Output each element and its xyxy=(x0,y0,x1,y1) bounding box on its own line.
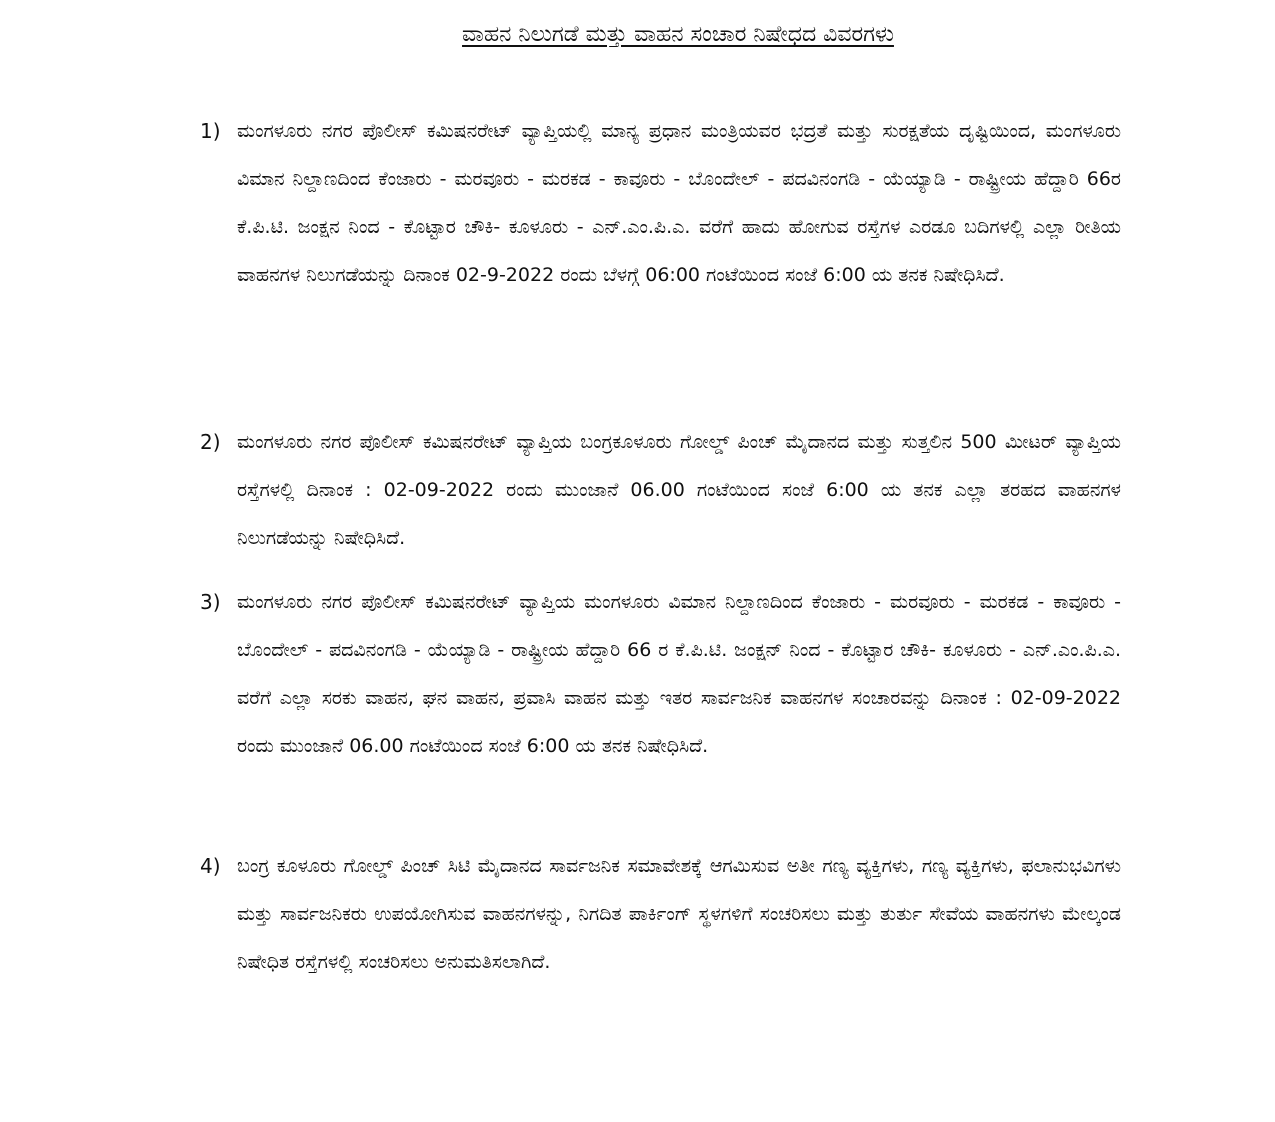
list-item-text: ಬಂಗ್ರ ಕೂಳೂರು ಗೋಲ್ಡ್ ಪಿಂಚ್ ಸಿಟಿ ಮೈದಾನದ ಸಾರ್ವಜನಿಕ ಸಮಾವೇಶಕ್ಕೆ ಆಗಮಿಸುವ ಅತೀ ಗಣ್ಯ ವ್ಯಕ್ತಿಗಳು, ಗಣ್ಯ ವ್ಯಕ್ತಿಗಳು, ಫಲಾನುಭವಿಗಳು ಮತ್ತು ಸಾರ್ವಜನಿಕರು ಉಪಯೋಗಿಸುವ ವಾಹನಗಳನ್ನು, ನಿಗದಿತ ಪಾರ್ಕಿಂಗ್ ಸ್ಥಳಗಳಿಗೆ ಸಂಚರಿಸಲು ಮತ್ತು ತುರ್ತು ಸೇವೆಯ ವಾಹನಗಳು ಮೇಲ್ಕಂಡ ನಿಷೇಧಿತ ರಸ್ತೆಗಳಲ್ಲಿ ಸಂಚರಿಸಲು ಅನುಮತಿಸಲಾಗಿದೆ. xyxy=(237,855,1121,973)
list-item-number: 4) xyxy=(200,854,221,878)
list-item-text: ಮಂಗಳೂರು ನಗರ ಪೊಲೀಸ್ ಕಮಿಷನರೇಟ್ ವ್ಯಾಪ್ತಿಯ ಮಂಗಳೂರು ವಿಮಾನ ನಿಲ್ದಾಣದಿಂದ ಕೆಂಜಾರು - ಮರವೂರು - ಮರಕಡ - ಕಾವೂರು - ಬೊಂದೇಲ್ - ಪದವಿನಂಗಡಿ - ಯೆಯ್ಯಾಡಿ - ರಾಷ್ಟ್ರೀಯ ಹೆದ್ದಾರಿ 66 ರ ಕೆ.ಪಿ.ಟಿ. ಜಂಕ್ಷನ್ ನಿಂದ - ಕೊಟ್ಟಾರ ಚೌಕಿ- ಕೂಳೂರು - ಎನ್.ಎಂ.ಪಿ.ಎ. ವರೆಗೆ ಎಲ್ಲಾ ಸರಕು ವಾಹನ, ಘನ ವಾಹನ, ಪ್ರವಾಸಿ ವಾಹನ ಮತ್ತು ಇತರ ಸಾರ್ವಜನಿಕ ವಾಹನಗಳ ಸಂಚಾರವನ್ನು ದಿನಾಂಕ : 02-09-2022 ರಂದು ಮುಂಜಾನೆ 06.00 ಗಂಟೆಯಿಂದ ಸಂಜೆ 6:00 ಯ ತನಕ ನಿಷೇಧಿಸಿದೆ. xyxy=(237,591,1121,757)
document-title: ವಾಹನ ನಿಲುಗಡೆ ಮತ್ತು ವಾಹನ ಸಂಚಾರ ನಿಷೇಧದ ವಿವರಗಳು xyxy=(462,22,894,47)
list-item xyxy=(200,578,1121,770)
list-item-number: 2) xyxy=(200,430,221,454)
list-item-text: ಮಂಗಳೂರು ನಗರ ಪೊಲೀಸ್ ಕಮಿಷನರೇಟ್ ವ್ಯಾಪ್ತಿಯಲ್ಲಿ ಮಾನ್ಯ ಪ್ರಧಾನ ಮಂತ್ರಿಯವರ ಭದ್ರತೆ ಮತ್ತು ಸುರಕ್ಷತೆಯ ದೃಷ್ಟಿಯಿಂದ, ಮಂಗಳೂರು ವಿಮಾನ ನಿಲ್ದಾಣದಿಂದ ಕೆಂಜಾರು - ಮರವೂರು - ಮರಕಡ - ಕಾವೂರು - ಬೊಂದೇಲ್ - ಪದವಿನಂಗಡಿ - ಯೆಯ್ಯಾಡಿ - ರಾಷ್ಟ್ರೀಯ ಹೆದ್ದಾರಿ 66ರ ಕೆ.ಪಿ.ಟಿ. ಜಂಕ್ಷನ ನಿಂದ - ಕೊಟ್ಟಾರ ಚೌಕಿ- ಕೂಳೂರು - ಎನ್.ಎಂ.ಪಿ.ಎ. ವರೆಗೆ ಹಾದು ಹೋಗುವ ರಸ್ತೆಗಳ ಎರಡೂ ಬದಿಗಳಲ್ಲಿ ಎಲ್ಲಾ ರೀತಿಯ ವಾಹನಗಳ ನಿಲುಗಡೆಯನ್ನು ದಿನಾಂಕ 02-9-2022 ರಂದು ಬೆಳಗ್ಗೆ 06:00 ಗಂಟೆಯಿಂದ ಸಂಜೆ 6:00 ಯ ತನಕ ನಿಷೇಧಿಸಿದೆ. xyxy=(237,120,1121,286)
list-item xyxy=(200,842,1121,986)
list-item xyxy=(200,418,1121,562)
list-item xyxy=(200,107,1121,299)
list-item-text: ಮಂಗಳೂರು ನಗರ ಪೊಲೀಸ್ ಕಮಿಷನರೇಟ್ ವ್ಯಾಪ್ತಿಯ ಬಂಗ್ರಕೂಳೂರು ಗೋಲ್ಡ್ ಪಿಂಚ್ ಮೈದಾನದ ಮತ್ತು ಸುತ್ತಲಿನ 500 ಮೀಟರ್ ವ್ಯಾಪ್ತಿಯ ರಸ್ತೆಗಳಲ್ಲಿ ದಿನಾಂಕ : 02-09-2022 ರಂದು ಮುಂಜಾನೆ 06.00 ಗಂಟೆಯಿಂದ ಸಂಜೆ 6:00 ಯ ತನಕ ಎಲ್ಲಾ ತರಹದ ವಾಹನಗಳ ನಿಲುಗಡೆಯನ್ನು ನಿಷೇಧಿಸಿದೆ. xyxy=(237,431,1121,549)
list-item-number: 1) xyxy=(200,119,221,143)
list-item-number: 3) xyxy=(200,590,221,614)
